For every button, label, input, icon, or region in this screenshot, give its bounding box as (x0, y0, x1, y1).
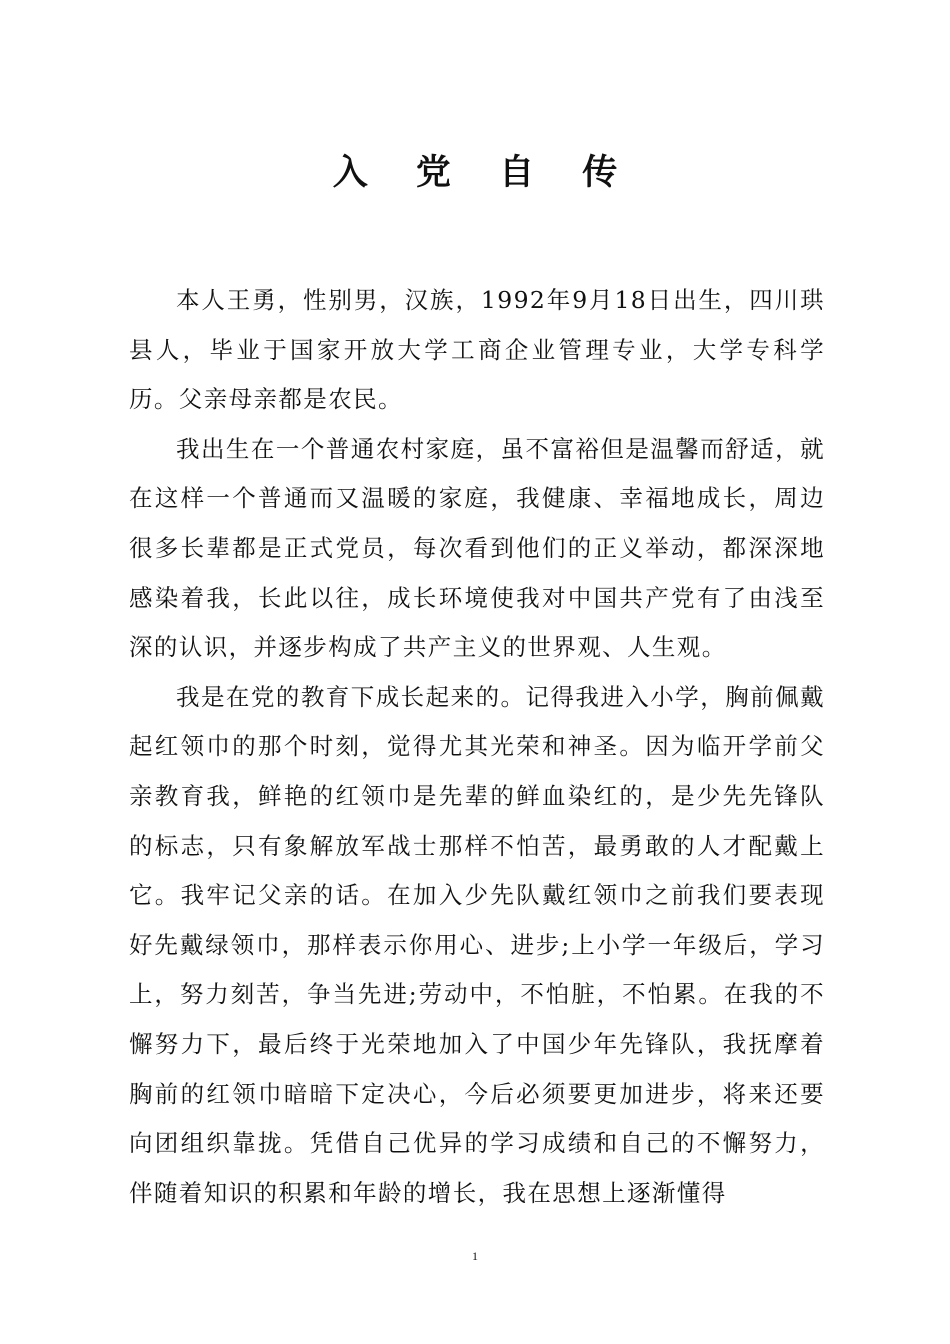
paragraph-personal-info: 本人王勇，性别男，汉族，1992年9月18日出生，四川珙县人，毕业于国家开放大学工商企业管理专业，大学专科学历。父亲母亲都是农民。 (129, 286, 825, 414)
document-body (129, 276, 825, 1218)
page-number: 1 (472, 1249, 478, 1263)
document-title: 入 党 自 传 (332, 152, 636, 193)
paragraph-growth-under-party: 我是在党的教育下成长起来的。记得我进入小学，胸前佩戴起红领巾的那个时刻，觉得尤其光荣和神圣。因为临开学前父亲教育我，鲜艳的红领巾是先辈的鲜血染红的，是少先先锋队的标志，只有象解放军战士那样不怕苦，最勇敢的人才配戴上它。我牢记父亲的话。在加入少先队戴红领巾之前我们要表现好先戴绿领巾，那样表示你用心、进步;上小学一年级后，学习上，努力刻苦，争当先进;劳动中，不怕脏，不怕累。在我的不懈努力下，最后终于光荣地加入了中国少年先锋队，我抚摩着胸前的红领巾暗暗下定决心，今后必须要更加进步，将来还要向团组织靠拢。凭借自己优异的学习成绩和自己的不懈努力，伴随着知识的积累和年龄的增长，我在思想上逐渐懂得 (129, 682, 825, 1207)
paragraph-family-background: 我出生在一个普通农村家庭，虽不富裕但是温馨而舒适，就在这样一个普通而又温暖的家庭，我健康、幸福地成长，周边很多长辈都是正式党员，每次看到他们的正义举动，都深深地感染着我，长此以往，成长环境使我对中国共产党有了由浅至深的认识，并逐步构成了共产主义的世界观、人生观。 (129, 434, 825, 662)
